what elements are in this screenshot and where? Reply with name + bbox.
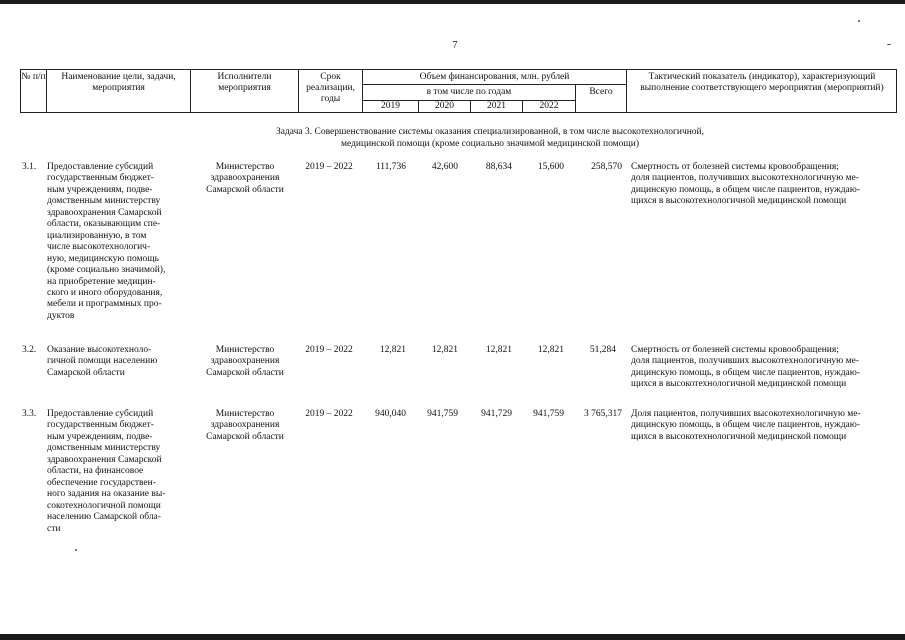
row-term: 2019 – 2022 [305,162,353,172]
value-2020: 42,600 [431,162,458,172]
row-indicator: Смертность от болезней системы кровообращения; доля пациентов, получивших высокотехнологичную ме- дицинскую помощь, в общем числе пациентов, нуждаю- щихся в высокотехнологичной медицинской помощи [631,345,861,390]
header-num: № п/п [21,72,46,82]
page-number: 7 [452,40,458,51]
value-2019: 940,040 [375,409,406,419]
value-total: 258,570 [591,162,622,172]
header-name: Наименование цели, задачи, мероприятия [61,72,176,93]
header-by-year: в том числе по годам [426,87,512,97]
header-indicator: Тактический показатель (индикатор), характеризующий выполнение соответствующего мероприятия (мероприятий) [640,72,884,93]
row-executor: Министерство здравоохранения Самарской области [206,409,284,442]
value-2019: 111,736 [375,162,406,172]
value-2020: 941,759 [427,409,458,419]
header-year-2022: 2022 [539,101,559,111]
value-total: 51,284 [589,345,616,355]
value-2022: 12,821 [537,345,564,355]
value-total: 3 765,317 [584,409,622,419]
task-heading-line: медицинской помощи (кроме социально значимой медицинской помощи) [340,139,639,149]
value-2022: 15,600 [537,162,564,172]
header-financing: Объем финансирования, млн. рублей [419,72,570,82]
scan-speck [858,20,860,22]
header-total: Всего [589,87,613,97]
row-executor: Министерство здравоохранения Самарской области [206,345,284,378]
value-2022: 941,759 [533,409,564,419]
row-term: 2019 – 2022 [305,345,353,355]
header-year-2021: 2021 [487,101,506,111]
row-number: 3.3. [22,409,37,419]
row-executor: Министерство здравоохранения Самарской области [206,162,284,195]
scan-bottom-edge [0,634,905,640]
row-indicator: Смертность от болезней системы кровообращения; доля пациентов, получивших высокотехнологичную ме- дицинскую помощь, в общем числе пациентов, нуждаю- щихся в высокотехнологичной медицинской помощи [631,162,861,207]
header-year-2019: 2019 [381,101,400,111]
row-indicator: Доля пациентов, получивших высокотехнологичную ме- дицинскую помощь, в общем числе пациентов, нуждаю- щихся в высокотехнологичной медицинской помощи [631,409,861,442]
value-2021: 941,729 [481,409,512,419]
row-number: 3.2. [22,345,37,355]
value-2019: 12,821 [379,345,406,355]
value-2021: 12,821 [485,345,512,355]
task-heading-line: Задача 3. Совершенствование системы оказания специализированной, в том числе высокотехнологичной, [275,127,705,137]
row-name: Предоставление субсидий государственным бюджет- ным учреждениям, подве- домственным министерству здравоохранения Самарской области, оказывающим спе- циализированную, в том числе высокотехнологич- ную, медицинскую помощь (кроме социально значимой), на приобретение медицин- ского и иного оборудования, мебели и программных про- дуктов [47,162,166,321]
header-executor: Исполнители мероприятия [217,72,272,93]
scan-speck [75,549,77,551]
header-year-2020: 2020 [435,101,454,111]
value-2021: 88,634 [485,162,512,172]
task-heading [200,126,780,150]
row-name: Оказание высокотехноло- гичной помощи населению Самарской области [47,345,158,378]
header-term: Срок реализации, годы [306,72,355,104]
value-2020: 12,821 [431,345,458,355]
row-number: 3.1. [22,162,37,172]
scan-speck [887,44,891,45]
row-name: Предоставление субсидий государственным бюджет- ным учреждениям, подве- домственным министерству здравоохранения Самарской области, на финансовое обеспечение государствен- ного задания на оказание вы- сокотехнологичной помощи населению Самарской обла- сти [47,409,166,534]
row-term: 2019 – 2022 [305,409,353,419]
scan-top-edge [0,0,905,4]
